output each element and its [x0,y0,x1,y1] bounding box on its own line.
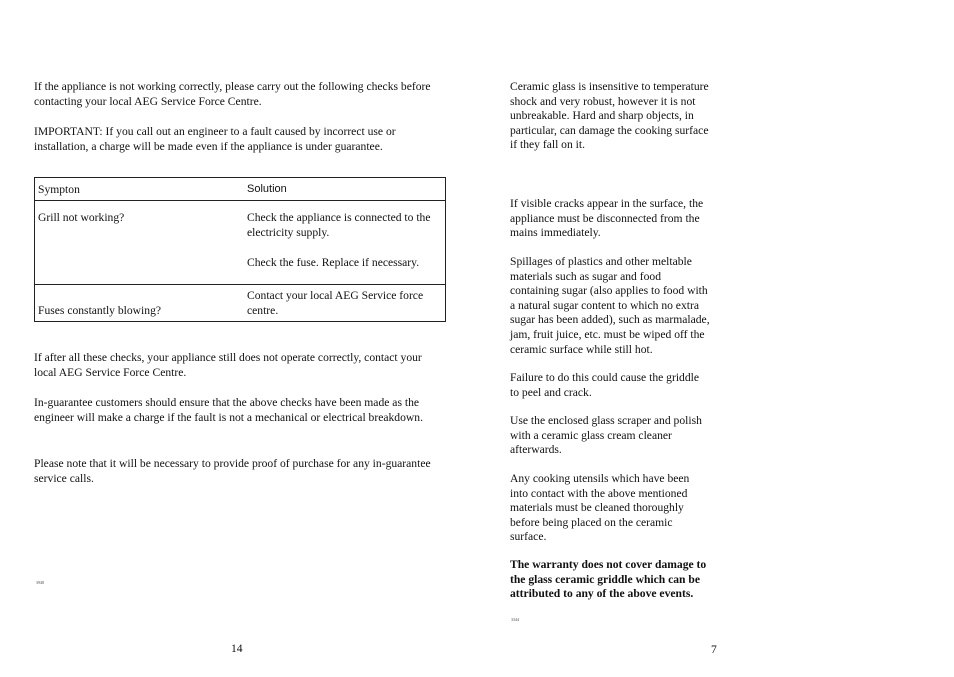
scraper-paragraph: Use the enclosed glass scraper and polish with a ceramic glass cream cleaner afterwards. [510,414,702,457]
solution-spacer [247,240,443,255]
in-guarantee-paragraph: In-guarantee customers should ensure that the above checks have been made as the engineer will make a charge if the fault is not a mechanical or electrical breakdown. [34,396,423,424]
symptom-cell: Fuses constantly blowing? [35,285,245,322]
cracks-paragraph: If visible cracks appear in the surface, the appliance must be disconnected from the mains immediately. [510,197,704,240]
solution-cell [244,201,446,271]
solution-cell: Contact your local AEG Service force centre. [244,285,446,322]
important-paragraph: IMPORTANT: If you call out an engineer to a fault caused by incorrect use or installation, a charge will be made even if the appliance is under guarantee. [34,125,396,153]
table-row [35,285,446,322]
troubleshooting-table [34,177,446,322]
intro-paragraph: If the appliance is not working correctly, please carry out the following checks before contacting your local AEG Service Force Centre. [34,80,431,108]
table-header-row [35,178,446,201]
proof-paragraph: Please note that it will be necessary to provide proof of purchase for any in-guarantee service calls. [34,457,431,485]
table-row-spacer [35,270,446,285]
page-number-right: 7 [711,643,717,656]
warranty-paragraph: The warranty does not cover damage to the glass ceramic griddle which can be attributed to any of the above events. [510,558,707,601]
utensils-paragraph: Any cooking utensils which have been into contact with the above mentioned materials must be cleaned thoroughly before being placed on the ceramic surface. [510,472,690,544]
document-code: 3948 [36,580,44,585]
spillages-paragraph: Spillages of plastics and other meltable materials such as sugar and food containing sugar (also applies to food with a natural sugar content to which no extra sugar has been added), such as marmalade, jam, fruit juice, etc. must be wiped off the ceramic surface while still hot. [510,255,710,356]
page-number-left: 14 [231,642,243,655]
document-code: 3344 [511,617,519,622]
solution-column-header: Solution [244,178,446,201]
after-checks-paragraph: If after all these checks, your appliance still does not operate correctly, contact your local AEG Service Force Centre. [34,351,422,379]
symptom-cell: Grill not working? [38,211,125,224]
symptom-column-header: Sympton [35,178,245,201]
ceramic-glass-paragraph: Ceramic glass is insensitive to temperature shock and very robust, however it is not unbreakable. Hard and sharp objects, in particular, can damage the cooking surface if they fall on it. [510,80,709,152]
solution-text: Check the fuse. Replace if necessary. [247,256,420,269]
table-row [35,201,446,271]
solution-text: Check the appliance is connected to the electricity supply. [247,211,431,239]
failure-paragraph: Failure to do this could cause the griddle to peel and crack. [510,371,699,399]
